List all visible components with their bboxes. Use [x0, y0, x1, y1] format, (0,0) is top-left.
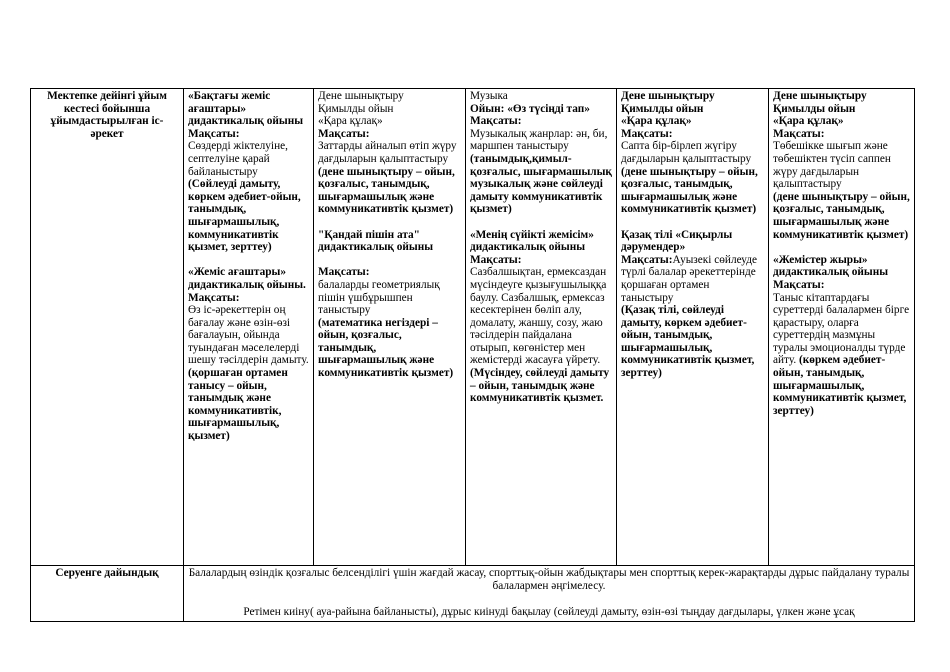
spacer — [773, 241, 910, 254]
aim-label-2: Мақсаты: — [188, 291, 240, 304]
game-type-line: Қимылды ойын — [621, 102, 704, 115]
game-name-line: «Қара құлақ» — [318, 115, 383, 128]
walk-paragraph-1: Балалардың өзіндік қозғалыс белсенділігі үшін жағдай жасау, спорттық-ойын жабдықтары мен спорттық керек-жарақтарды дұрыс пайдалану туралы балалармен әңгімелесу. — [188, 567, 910, 592]
cell-walk-preparation — [184, 566, 915, 622]
aim-text-2: Ауызекі сөйлеуде түрлі балалар әрекеттерінде қоршаған ортамен таныстыру — [621, 253, 758, 304]
skills-text-2: (Қазақ тілі, сөйлеуді дамыту, көркем әдебиет- ойын, танымдық, шығармашылық, коммуникативтік қызмет, зерттеу) — [621, 304, 755, 380]
subject-line: Дене шынықтыру — [621, 90, 715, 102]
game-type-line: Қимылды ойын — [773, 102, 856, 115]
aim-label: Мақсаты: — [318, 127, 370, 140]
skills-text-2: (Мүсіндеу, сөйлеуді дамыту – ойын, танымдық және коммуникативтік қызмет. — [470, 367, 610, 405]
aim-text: Сапта бір-бірлеп жүгіру дағдыларын қалыптастыру — [621, 140, 752, 165]
aim-text: Төбешікке шығып және төбешіктен түсіп саппен жүру дағдыларын қалыптастыру — [773, 140, 891, 191]
aim-label: Мақсаты: — [188, 127, 240, 140]
activity-title-2: «Жеміс ағаштары» дидактикалық ойыны. — [188, 266, 306, 291]
row-label-text: Мектепке дейінгі ұйым кестесі бойынша ұйымдастырылған іс-әрекет — [47, 90, 167, 140]
aim-label-2: Мақсаты: — [318, 266, 370, 279]
row-label-organized-activity — [31, 89, 184, 566]
aim-text-2: Таныс кітаптардағы суреттерді балалармен бірге қарастыру, оларға суреттердің мазмұны туралы эмоционалды түрде айту. — [773, 291, 910, 367]
cell-activity-4 — [617, 89, 769, 566]
activity-title-2: «Менің сүйікті жемісім» дидактикалық ойыны — [470, 228, 594, 254]
activity-title-2: «Жемістер жыры» дидактикалық ойыны — [773, 253, 889, 279]
cell-activity-3 — [466, 89, 617, 566]
organized-activity-row — [31, 89, 915, 566]
spacer — [470, 216, 612, 229]
skills-text: (дене шынықтыру – ойын, қозғалыс, танымдық, шығармашылық және коммуникативтік қызмет) — [621, 165, 758, 216]
aim-text-2: Сазбалшықтан, ермексаздан мүсіндеуге қызығушылыққа баулу. Сазбалшық, ермексаз кесектерінен бөліп алу, домалату, жаншу, созу, жаю тәсілдерін пайдалана отырып, көгөністер мен жемістерді жасауға үйрету. — [470, 266, 607, 367]
game-type-line: Қимылды ойын — [318, 102, 394, 115]
daily-plan-table — [30, 88, 915, 622]
skills-text: (дене шынықтыру – ойын, қозғалыс, танымдық, шығармашылық және коммуникативтік қызмет) — [318, 165, 455, 216]
aim-label: Мақсаты: — [621, 127, 673, 140]
spacer — [318, 254, 461, 267]
subject-line: Музыка — [470, 90, 508, 102]
aim-text: Заттарды айналып өтіп жүру дағдыларын қалыптастыру — [318, 140, 457, 165]
skills-text: (Сөйлеуді дамыту, көркем әдебиет-ойын, танымдық, шығармашылық, коммуникативтік қызмет, зерттеу) — [188, 178, 301, 254]
skills-text-2: (математика негіздері – ойын, қозғалыс, танымдық, шығармашылық және коммуникативтік қызмет) — [318, 316, 454, 380]
walk-preparation-row — [31, 566, 915, 622]
activity-title-2: "Қандай пішін ата" дидактикалық ойыны — [318, 228, 434, 254]
subject-line: Дене шынықтыру — [773, 90, 867, 102]
cell-activity-2 — [314, 89, 466, 566]
aim-label-2: Мақсаты: — [773, 278, 825, 291]
skills-text-2: (көркем әдебиет- ойын, танымдық, шығармашылық, коммуникативтік қызмет, зерттеу) — [773, 354, 907, 417]
skills-text-2: (қоршаған ортамен танысу – ойын, танымдық және коммуникативтік, шығармашылық, қызмет) — [188, 367, 288, 443]
game-name-line: Ойын: «Өз түсіңді тап» — [470, 102, 590, 115]
subject-line: Дене шынықтыру — [318, 90, 404, 102]
activity-title-2: Қазақ тілі «Сиқырлы дәрумендер» — [621, 228, 733, 254]
walk-paragraph-2: Ретімен киіну( ауа-райына байланысты), дұрыс киінуді бақылау (сөйлеуді дамыту, өзін-өзі тыңдау дағдылары, үлкен және ұсақ — [243, 606, 855, 619]
spacer — [621, 216, 764, 229]
game-name-line: «Қара құлақ» — [773, 115, 844, 128]
skills-text: (танымдық,қимыл-қозғалыс, шығармашылық музыкалық және сөйлеуді дамыту коммуникативтік қызмет) — [470, 152, 612, 216]
aim-text-2: Өз іс-әрекеттерін оң бағалау және өзін-өзі бағалауын, ойында туындаған мәселелерді шешу тәсілдерін дамыту. — [188, 304, 309, 367]
aim-label: Мақсаты: — [470, 115, 522, 128]
spacer — [188, 254, 309, 267]
row-label-walk-preparation — [31, 566, 184, 622]
spacer — [318, 216, 461, 229]
aim-block-2 — [621, 254, 764, 304]
game-name-line: «Қара құлақ» — [621, 115, 692, 128]
activity-title: «Бақтағы жеміс ағаштары» дидактикалық ойыны — [188, 90, 304, 128]
aim-label: Мақсаты: — [773, 127, 825, 140]
row-label-text: Серуенге дайындық — [55, 567, 159, 579]
aim-label-2: Мақсаты: — [470, 253, 522, 266]
cell-activity-5 — [769, 89, 915, 566]
aim-label-2: Мақсаты: — [621, 253, 673, 266]
aim-text: Сөздерді жіктелуіне, септелуіне қарай байланыстыру — [188, 140, 288, 178]
skills-text: (дене шынықтыру – ойын, қозғалыс, танымдық, шығармашылық және коммуникативтік қызмет) — [773, 190, 910, 241]
aim-block-2 — [773, 292, 910, 418]
aim-text: Музыкалық жанрлар: ән, би, маршпен таныстыру — [470, 127, 608, 153]
cell-activity-1 — [184, 89, 314, 566]
aim-text-2: балаларды геометриялық пішін үшбұрышпен таныстыру — [318, 278, 440, 317]
